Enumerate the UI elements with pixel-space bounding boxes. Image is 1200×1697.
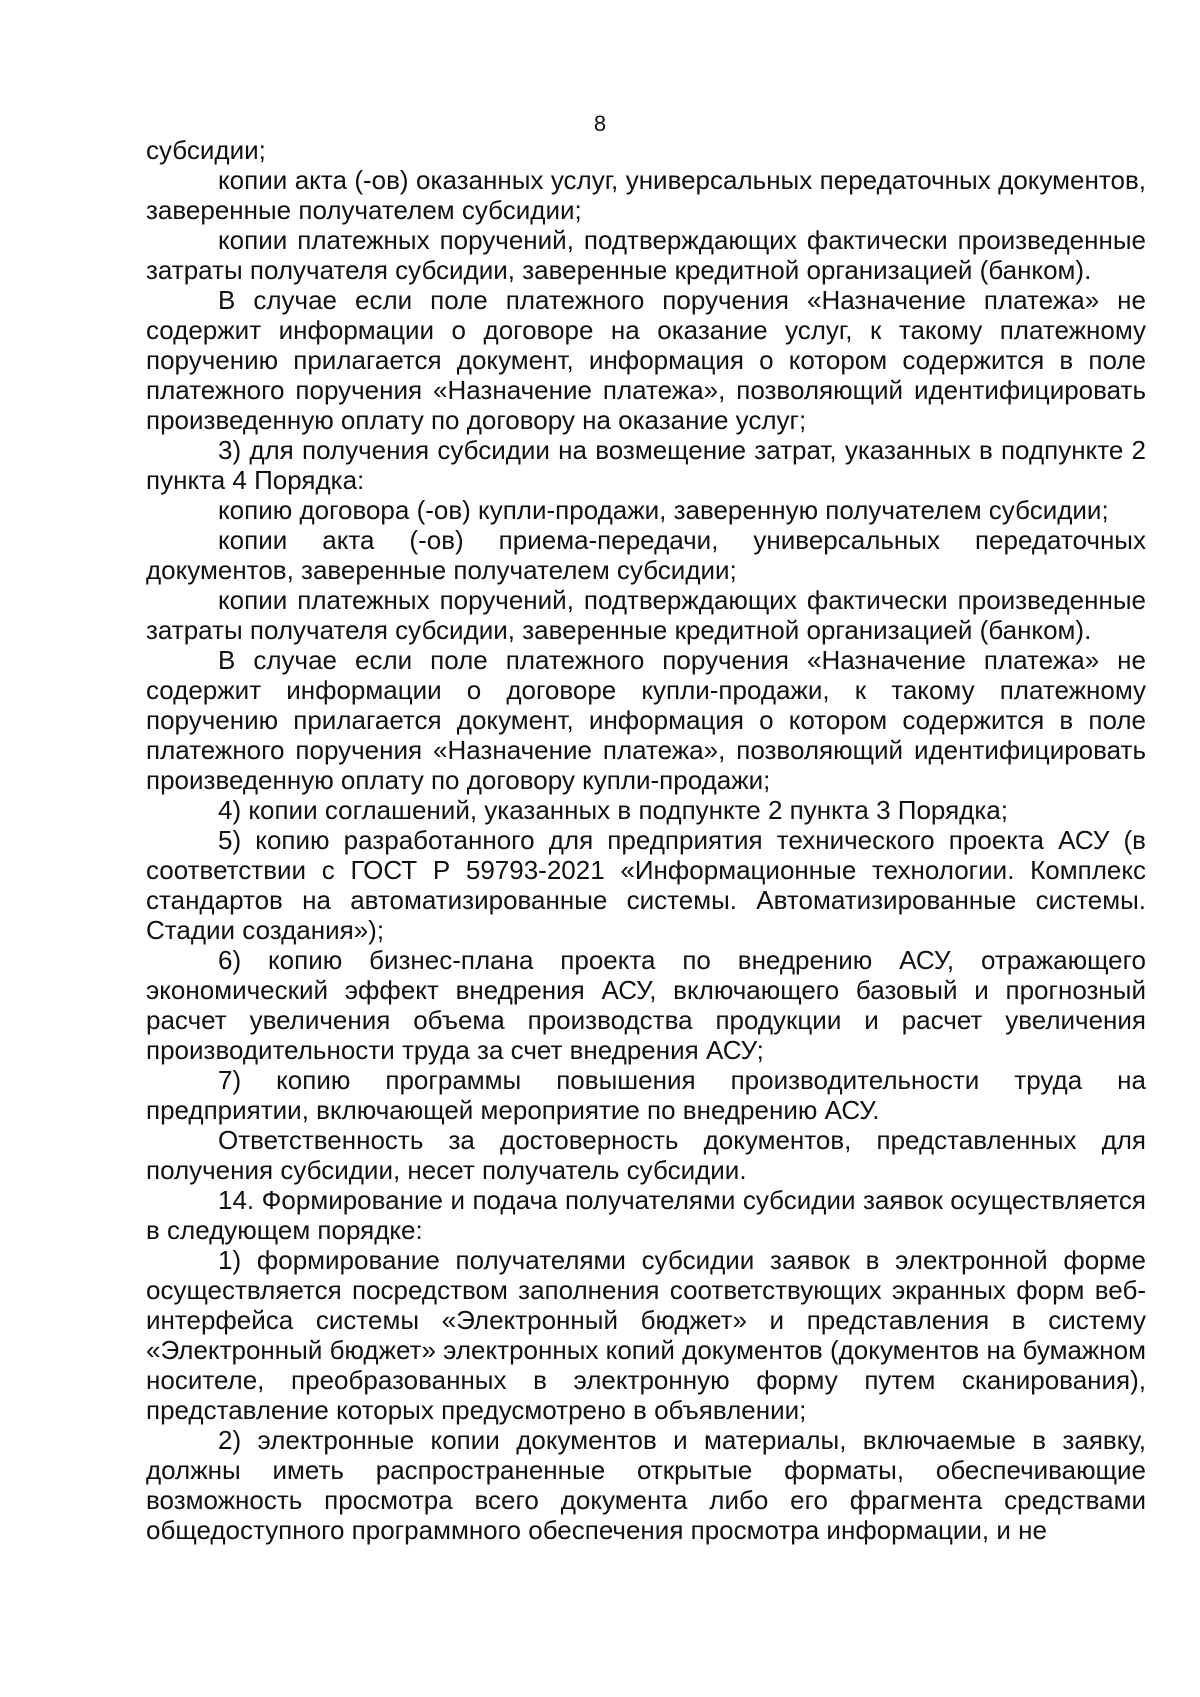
- paragraph: 5) копию разработанного для предприятия технического проекта АСУ (в соответствии с ГОСТ Р 59793-2021 «Информационные технологии. Комплекс стандартов на автоматизированные системы. Автоматизированные системы. Стадии создания»);: [146, 825, 1146, 945]
- paragraph: В случае если поле платежного поручения «Назначение платежа» не содержит информации о договоре купли-продажи, к такому платежному поручению прилагается документ, информация о котором содержится в поле платежного поручения «Назначение платежа», позволяющий идентифицировать произведенную оплату по договору купли-продажи;: [146, 645, 1146, 795]
- paragraph: копии акта (-ов) оказанных услуг, универсальных передаточных документов, заверенные получателем субсидии;: [146, 165, 1146, 225]
- page-number: 8: [593, 111, 607, 136]
- paragraph: В случае если поле платежного поручения «Назначение платежа» не содержит информации о договоре на оказание услуг, к такому платежному поручению прилагается документ, информация о котором содержится в поле платежного поручения «Назначение платежа», позволяющий идентифицировать произведенную оплату по договору на оказание услуг;: [146, 285, 1146, 435]
- paragraph: 3) для получения субсидии на возмещение затрат, указанных в подпункте 2 пункта 4 Порядка:: [146, 435, 1146, 495]
- paragraph: Ответственность за достоверность документов, представленных для получения субсидии, несет получатель субсидии.: [146, 1125, 1146, 1185]
- paragraph: субсидии;: [146, 135, 266, 165]
- paragraph: копии платежных поручений, подтверждающих фактически произведенные затраты получателя субсидии, заверенные кредитной организацией (банком).: [146, 585, 1146, 645]
- paragraph: 2) электронные копии документов и материалы, включаемые в заявку, должны иметь распространенные открытые форматы, обеспечивающие возможность просмотра всего документа либо его фрагмента средствами общедоступного программного обеспечения просмотра информации, и не: [146, 1425, 1146, 1545]
- paragraph: 4) копии соглашений, указанных в подпункте 2 пункта 3 Порядка;: [218, 795, 1008, 825]
- paragraph: копии акта (-ов) приема-передачи, универсальных передаточных документов, заверенные получателем субсидии;: [146, 525, 1146, 585]
- paragraph: копию договора (-ов) купли-продажи, заверенную получателем субсидии;: [218, 495, 1109, 525]
- paragraph: 6) копию бизнес-плана проекта по внедрению АСУ, отражающего экономический эффект внедрения АСУ, включающего базовый и прогнозный расчет увеличения объема производства продукции и расчет увеличения производительности труда за счет внедрения АСУ;: [146, 945, 1146, 1065]
- paragraph: 14. Формирование и подача получателями субсидии заявок осуществляется в следующем порядке:: [146, 1185, 1146, 1245]
- paragraph: 7) копию программы повышения производительности труда на предприятии, включающей мероприятие по внедрению АСУ.: [146, 1065, 1146, 1125]
- document-body: [146, 135, 1146, 1545]
- paragraph: копии платежных поручений, подтверждающих фактически произведенные затраты получателя субсидии, заверенные кредитной организацией (банком).: [146, 225, 1146, 285]
- paragraph: 1) формирование получателями субсидии заявок в электронной форме осуществляется посредством заполнения соответствующих экранных форм веб-интерфейса системы «Электронный бюджет» и представления в систему «Электронный бюджет» электронных копий документов (документов на бумажном носителе, преобразованных в электронную форму путем сканирования), представление которых предусмотрено в объявлении;: [146, 1245, 1146, 1425]
